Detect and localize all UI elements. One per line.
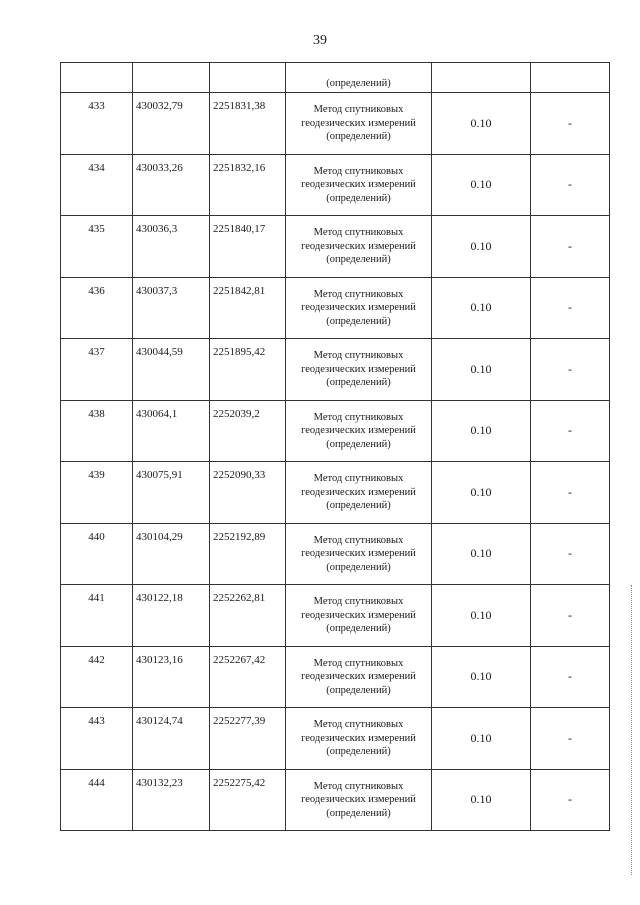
cell-method — [286, 400, 432, 462]
cell-y: 2251832,16 — [210, 154, 286, 216]
cell-accuracy: 0.10 — [432, 400, 531, 462]
cell-y: 2252039,2 — [210, 400, 286, 462]
cell-num: 443 — [61, 708, 133, 770]
scan-edge-artifact — [631, 585, 634, 875]
cell-method — [286, 93, 432, 155]
cell-method — [286, 708, 432, 770]
table-row — [61, 769, 610, 831]
method-line: Метод спутниковых — [313, 473, 404, 484]
table-row — [61, 523, 610, 585]
cell-x: 430032,79 — [133, 93, 210, 155]
method-line: Метод спутниковых — [313, 104, 404, 115]
cell-num: 433 — [61, 93, 133, 155]
method-line: геодезических измерений — [301, 425, 416, 436]
method-line: (определений) — [326, 807, 391, 819]
cell-method — [286, 216, 432, 278]
table-row — [61, 154, 610, 216]
cell-num: 440 — [61, 523, 133, 585]
method-line: (определений) — [326, 623, 391, 634]
cell-method — [286, 277, 432, 339]
cell-accuracy: 0.10 — [432, 708, 531, 770]
cell-x: 430075,91 — [133, 462, 210, 524]
cell-note: - — [531, 708, 610, 770]
cell-num: 442 — [61, 646, 133, 708]
method-line: (определений) — [326, 500, 391, 511]
method-line: (определений) — [326, 254, 391, 265]
method-line: Метод спутниковых — [313, 719, 404, 730]
cell-accuracy: 0.10 — [432, 462, 531, 524]
cell-x — [133, 63, 210, 93]
cell-method — [286, 646, 432, 708]
method-line: геодезических измерений — [301, 794, 416, 805]
method-line: (определений) — [326, 684, 391, 696]
cell-y: 2252267,42 — [210, 646, 286, 708]
cell-y: 2251842,81 — [210, 277, 286, 339]
method-line: геодезических измерений — [301, 179, 416, 190]
cell-accuracy: 0.10 — [432, 523, 531, 585]
cell-note — [531, 63, 610, 93]
cell-note: - — [531, 154, 610, 216]
cell-y: 2252192,89 — [210, 523, 286, 585]
coordinates-table — [60, 62, 610, 831]
cell-num: 435 — [61, 216, 133, 278]
method-line: (определений) — [326, 192, 391, 204]
cell-method — [286, 462, 432, 524]
cell-accuracy: 0.10 — [432, 769, 531, 831]
cell-x: 430132,23 — [133, 769, 210, 831]
cell-note: - — [531, 339, 610, 401]
cell-y — [210, 63, 286, 93]
cell-note: - — [531, 646, 610, 708]
cell-method — [286, 585, 432, 647]
cell-method — [286, 769, 432, 831]
cell-method: (определений) — [286, 63, 432, 93]
cell-y: 2251831,38 — [210, 93, 286, 155]
method-line: Метод спутниковых — [313, 165, 404, 177]
cell-num: 434 — [61, 154, 133, 216]
cell-x: 430033,26 — [133, 154, 210, 216]
table-row — [61, 646, 610, 708]
cell-note: - — [531, 523, 610, 585]
cell-accuracy: 0.10 — [432, 93, 531, 155]
cell-note: - — [531, 277, 610, 339]
method-line: Метод спутниковых — [313, 657, 404, 669]
cell-accuracy: 0.10 — [432, 277, 531, 339]
cell-note: - — [531, 400, 610, 462]
cell-note: - — [531, 216, 610, 278]
cell-accuracy: 0.10 — [432, 339, 531, 401]
method-line: Метод спутниковых — [313, 596, 404, 607]
cell-num: 441 — [61, 585, 133, 647]
method-line: Метод спутниковых — [313, 288, 404, 300]
cell-num: 436 — [61, 277, 133, 339]
cell-y: 2252262,81 — [210, 585, 286, 647]
cell-x: 430122,18 — [133, 585, 210, 647]
method-line: геодезических измерений — [301, 671, 416, 682]
cell-x: 430123,16 — [133, 646, 210, 708]
cell-x: 430104,29 — [133, 523, 210, 585]
cell-x: 430124,74 — [133, 708, 210, 770]
cell-method — [286, 523, 432, 585]
cell-x: 430037,3 — [133, 277, 210, 339]
cell-num: 439 — [61, 462, 133, 524]
method-line: (определений) — [326, 561, 391, 573]
cell-method — [286, 154, 432, 216]
method-line: геодезических измерений — [301, 486, 416, 498]
coordinates-table-body — [61, 63, 610, 831]
method-line: Метод спутниковых — [313, 350, 404, 361]
method-line: (определений) — [326, 377, 391, 388]
method-line: геодезических измерений — [301, 363, 416, 375]
cell-num: 444 — [61, 769, 133, 831]
table-row — [61, 277, 610, 339]
cell-y: 2251895,42 — [210, 339, 286, 401]
method-line: (определений) — [326, 131, 391, 142]
cell-accuracy: 0.10 — [432, 646, 531, 708]
method-line: геодезических измерений — [301, 732, 416, 744]
continuation-row — [61, 63, 610, 93]
method-line: геодезических измерений — [301, 302, 416, 313]
method-line: геодезических измерений — [301, 117, 416, 129]
table-row — [61, 93, 610, 155]
method-line: Метод спутниковых — [313, 227, 404, 238]
table-row — [61, 708, 610, 770]
cell-method — [286, 339, 432, 401]
method-line: (определений) — [326, 746, 391, 757]
page-number: 39 — [313, 33, 327, 48]
method-line: Метод спутниковых — [313, 534, 404, 546]
table-row — [61, 462, 610, 524]
cell-note: - — [531, 93, 610, 155]
cell-num: 437 — [61, 339, 133, 401]
method-line: геодезических измерений — [301, 609, 416, 621]
cell-num: 438 — [61, 400, 133, 462]
cell-note: - — [531, 769, 610, 831]
method-line: Метод спутниковых — [313, 411, 404, 423]
cell-y: 2252275,42 — [210, 769, 286, 831]
method-line: (определений) — [326, 438, 391, 450]
cell-y: 2251840,17 — [210, 216, 286, 278]
method-line: геодезических измерений — [301, 240, 416, 252]
method-line: (определений) — [326, 315, 391, 327]
cell-x: 430064,1 — [133, 400, 210, 462]
table-row — [61, 339, 610, 401]
cell-x: 430044,59 — [133, 339, 210, 401]
table-row — [61, 585, 610, 647]
cell-x: 430036,3 — [133, 216, 210, 278]
cell-num — [61, 63, 133, 93]
cell-y: 2252090,33 — [210, 462, 286, 524]
cell-note: - — [531, 462, 610, 524]
cell-accuracy: 0.10 — [432, 585, 531, 647]
cell-accuracy — [432, 63, 531, 93]
cell-y: 2252277,39 — [210, 708, 286, 770]
cell-accuracy: 0.10 — [432, 154, 531, 216]
cell-accuracy: 0.10 — [432, 216, 531, 278]
method-line: геодезических измерений — [301, 548, 416, 559]
cell-note: - — [531, 585, 610, 647]
method-line: Метод спутниковых — [313, 780, 404, 792]
table-row — [61, 216, 610, 278]
table-row — [61, 400, 610, 462]
